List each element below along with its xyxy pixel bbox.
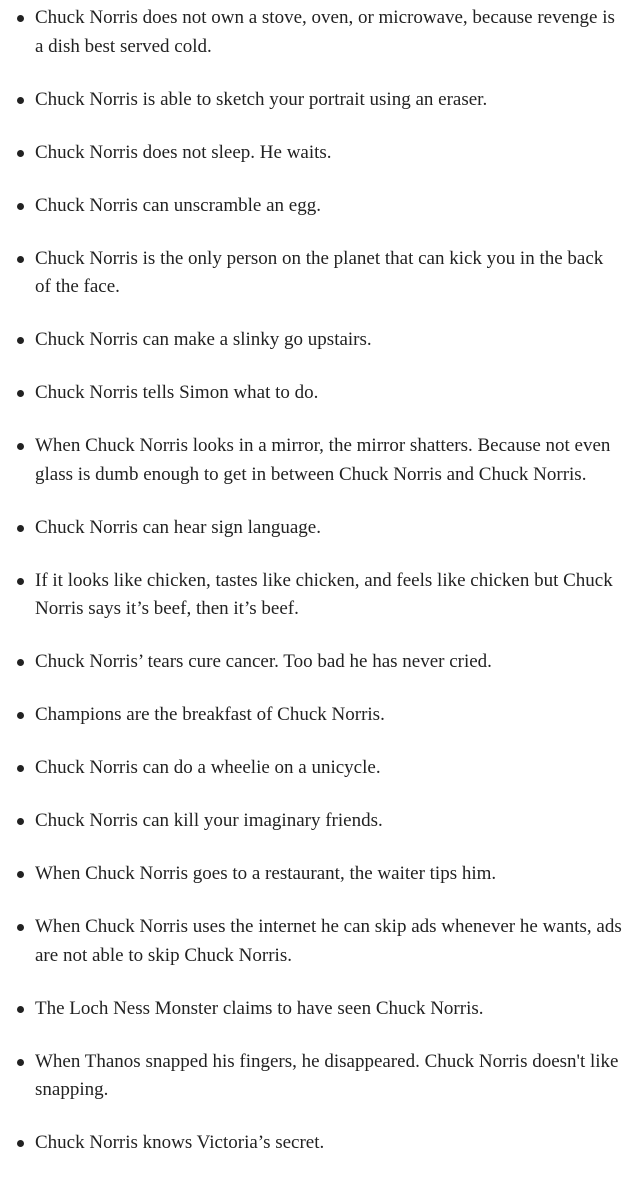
bullet-icon bbox=[17, 525, 24, 532]
fact-text: If it looks like chicken, tastes like chicken, and feels like chicken but Chuck Norris says it’s beef, then it’s beef. bbox=[35, 569, 613, 619]
list-item bbox=[0, 913, 631, 970]
bullet-icon bbox=[17, 97, 24, 104]
bullet-icon bbox=[17, 150, 24, 157]
list-item bbox=[0, 379, 631, 408]
list-item bbox=[0, 701, 631, 730]
bullet-icon bbox=[17, 1006, 24, 1013]
fact-text: Chuck Norris can unscramble an egg. bbox=[35, 194, 321, 216]
list-item bbox=[0, 754, 631, 783]
fact-text: Chuck Norris is the only person on the planet that can kick you in the back of the face. bbox=[35, 247, 604, 297]
list-item bbox=[0, 86, 631, 115]
list-item bbox=[0, 4, 631, 61]
fact-text: Chuck Norris is able to sketch your portrait using an eraser. bbox=[35, 88, 488, 110]
bullet-icon bbox=[17, 443, 24, 450]
fact-text: Chuck Norris tells Simon what to do. bbox=[35, 382, 319, 403]
bullet-icon bbox=[17, 712, 24, 719]
bullet-icon bbox=[17, 390, 24, 397]
fact-text: When Thanos snapped his fingers, he disappeared. Chuck Norris doesn't like snapping. bbox=[35, 1050, 619, 1100]
list-item bbox=[0, 860, 631, 889]
fact-text: Chuck Norris can make a slinky go upstairs. bbox=[35, 329, 372, 350]
fact-text: Chuck Norris can hear sign language. bbox=[35, 516, 321, 538]
fact-text: Chuck Norris does not own a stove, oven, or microwave, because revenge is a dish best served cold. bbox=[35, 7, 615, 57]
fact-text: Chuck Norris knows Victoria’s secret. bbox=[35, 1132, 325, 1153]
bullet-icon bbox=[17, 818, 24, 825]
fact-text: When Chuck Norris goes to a restaurant, the waiter tips him. bbox=[35, 863, 497, 884]
list-item bbox=[0, 1048, 631, 1105]
bullet-icon bbox=[17, 203, 24, 210]
fact-text: Chuck Norris’ tears cure cancer. Too bad he has never cried. bbox=[35, 651, 492, 672]
list-item bbox=[0, 995, 631, 1024]
list-item bbox=[0, 514, 631, 543]
bullet-icon bbox=[17, 256, 24, 263]
list-item bbox=[0, 567, 631, 624]
bullet-icon bbox=[17, 871, 24, 878]
fact-text: Champions are the breakfast of Chuck Norris. bbox=[35, 704, 385, 725]
list-item bbox=[0, 139, 631, 168]
fact-text: Chuck Norris can do a wheelie on a unicycle. bbox=[35, 757, 381, 778]
list-item bbox=[0, 648, 631, 677]
bullet-icon bbox=[17, 924, 24, 931]
bullet-icon bbox=[17, 765, 24, 772]
bullet-icon bbox=[17, 337, 24, 344]
bullet-icon bbox=[17, 1059, 24, 1066]
bullet-icon bbox=[17, 1140, 24, 1147]
list-item bbox=[0, 807, 631, 836]
fact-text: When Chuck Norris uses the internet he can skip ads whenever he wants, ads are not able to skip Chuck Norris. bbox=[35, 916, 622, 966]
fact-text: Chuck Norris can kill your imaginary friends. bbox=[35, 810, 383, 831]
list-item bbox=[0, 245, 631, 302]
fact-text: When Chuck Norris looks in a mirror, the mirror shatters. Because not even glass is dumb enough to get in between Chuck Norris and Chuck Norris. bbox=[35, 435, 611, 485]
list-item bbox=[0, 432, 631, 489]
bullet-icon bbox=[17, 659, 24, 666]
bullet-icon bbox=[17, 15, 24, 22]
list-item bbox=[0, 1129, 631, 1158]
list-item bbox=[0, 192, 631, 221]
bullet-icon bbox=[17, 578, 24, 585]
list-item bbox=[0, 326, 631, 355]
fact-text: Chuck Norris does not sleep. He waits. bbox=[35, 141, 332, 163]
fact-text: The Loch Ness Monster claims to have seen Chuck Norris. bbox=[35, 997, 484, 1019]
